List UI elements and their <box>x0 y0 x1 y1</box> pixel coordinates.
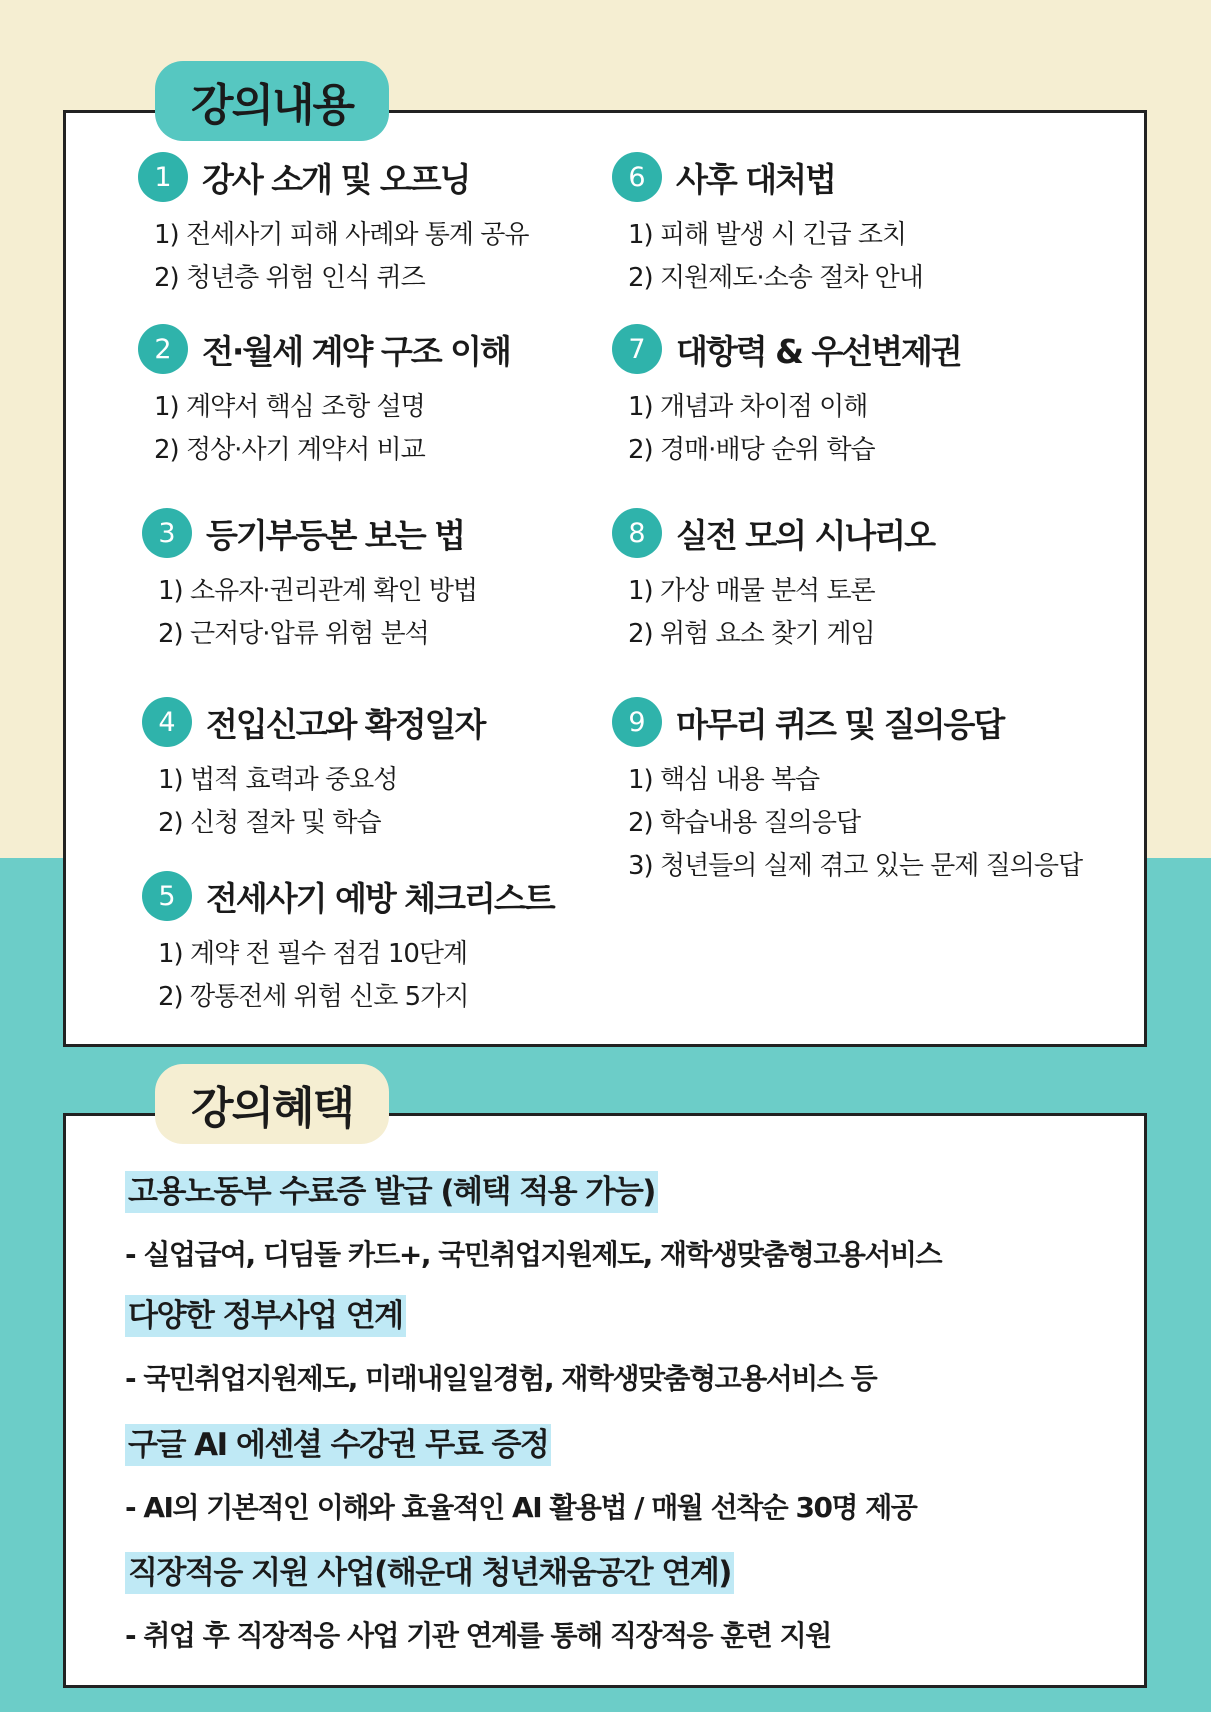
section-number-badge: 1 <box>138 152 188 202</box>
course-section-6 <box>612 152 923 300</box>
section-number-badge: 5 <box>142 871 192 921</box>
benefit-title: 고용노동부 수료증 발급 (혜택 적용 가능) <box>125 1171 658 1213</box>
section-number-badge: 9 <box>612 697 662 747</box>
section-item: 2) 지원제도·소송 절차 안내 <box>628 263 923 293</box>
section-title: 전세사기 예방 체크리스트 <box>206 878 554 918</box>
section-item: 1) 개념과 차이점 이해 <box>628 392 868 422</box>
course-benefits-tab: 강의혜택 <box>155 1064 389 1144</box>
section-number-badge: 4 <box>142 697 192 747</box>
benefit-description: - 국민취업지원제도, 미래내일일경험, 재학생맞춤형고용서비스 등 <box>125 1362 877 1395</box>
course-section-9 <box>612 697 1082 888</box>
section-item: 2) 학습내용 질의응답 <box>628 808 861 838</box>
benefit-item-1 <box>125 1171 941 1273</box>
section-item: 1) 전세사기 피해 사례와 통계 공유 <box>154 220 529 250</box>
benefit-item-2 <box>125 1295 876 1397</box>
section-item: 1) 계약 전 필수 점검 10단계 <box>158 939 468 969</box>
section-title: 마무리 퀴즈 및 질의응답 <box>676 704 1004 744</box>
section-title: 실전 모의 시나리오 <box>676 515 935 555</box>
section-item: 2) 경매·배당 순위 학습 <box>628 435 875 465</box>
section-item: 2) 정상·사기 계약서 비교 <box>154 435 425 465</box>
section-title: 전입신고와 확정일자 <box>206 704 485 744</box>
benefit-description: - 취업 후 직장적응 사업 기관 연계를 통해 직장적응 훈련 지원 <box>125 1619 831 1652</box>
section-item: 3) 청년들의 실제 겪고 있는 문제 질의응답 <box>628 851 1083 881</box>
section-number-badge: 6 <box>612 152 662 202</box>
section-item: 2) 위험 요소 찾기 게임 <box>628 619 875 649</box>
benefit-title: 다양한 정부사업 연계 <box>125 1295 406 1337</box>
section-item: 1) 피해 발생 시 긴급 조치 <box>628 220 907 250</box>
section-number-badge: 3 <box>142 508 192 558</box>
course-section-3 <box>142 508 477 656</box>
course-section-8 <box>612 508 934 656</box>
benefit-description: - AI의 기본적인 이해와 효율적인 AI 활용법 / 매월 선착순 30명 제공 <box>125 1491 917 1524</box>
section-title: 대항력 & 우선변제권 <box>676 331 961 371</box>
section-title: 강사 소개 및 오프닝 <box>202 159 470 199</box>
section-title: 전·월세 계약 구조 이해 <box>202 331 510 371</box>
section-item: 2) 근저당·압류 위험 분석 <box>158 619 429 649</box>
benefit-title: 구글 AI 에센셜 수강권 무료 증정 <box>125 1424 551 1466</box>
section-item: 2) 깡통전세 위험 신호 5가지 <box>158 982 469 1012</box>
course-section-7 <box>612 324 961 472</box>
course-section-2 <box>138 324 510 472</box>
section-number-badge: 7 <box>612 324 662 374</box>
section-item: 1) 소유자·권리관계 확인 방법 <box>158 576 478 606</box>
course-section-4 <box>142 697 484 845</box>
course-section-1 <box>138 152 529 300</box>
section-title: 등기부등본 보는 법 <box>206 515 465 555</box>
section-item: 1) 핵심 내용 복습 <box>628 765 820 795</box>
benefit-title: 직장적응 지원 사업(해운대 청년채움공간 연계) <box>125 1552 734 1594</box>
course-content-tab: 강의내용 <box>155 61 389 141</box>
section-item: 2) 청년층 위험 인식 퀴즈 <box>154 263 425 293</box>
section-item: 1) 계약서 핵심 조항 설명 <box>154 392 425 422</box>
course-section-5 <box>142 871 554 1019</box>
section-item: 1) 가상 매물 분석 토론 <box>628 576 875 606</box>
section-title: 사후 대처법 <box>676 159 835 199</box>
benefit-item-3 <box>125 1424 916 1526</box>
benefit-item-4 <box>125 1552 831 1654</box>
section-number-badge: 2 <box>138 324 188 374</box>
section-number-badge: 8 <box>612 508 662 558</box>
section-item: 2) 신청 절차 및 학습 <box>158 808 381 838</box>
benefit-description: - 실업급여, 디딤돌 카드+, 국민취업지원제도, 재학생맞춤형고용서비스 <box>125 1238 942 1271</box>
section-item: 1) 법적 효력과 중요성 <box>158 765 398 795</box>
